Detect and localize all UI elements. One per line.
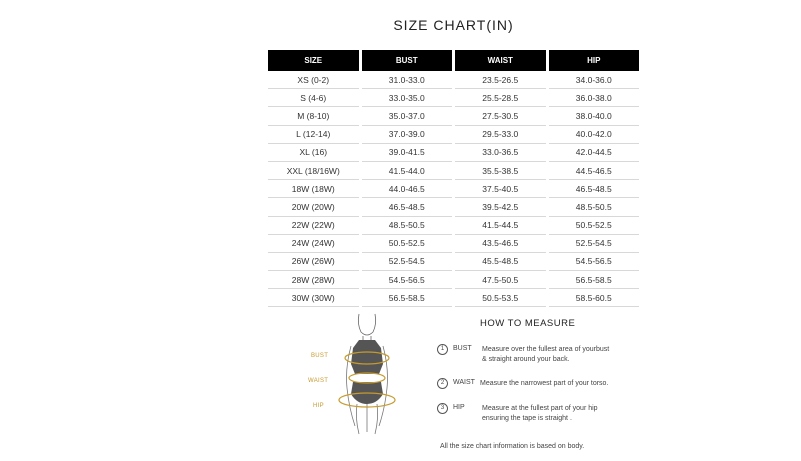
table-cell: 42.0-44.5: [549, 144, 640, 162]
table-cell: 35.5-38.5: [455, 162, 546, 180]
table-cell: 23.5-26.5: [455, 71, 546, 89]
measure-description-line: Measure the narrowest part of your torso.: [480, 380, 609, 387]
measure-description-line: ensuring the tape is straight .: [482, 415, 572, 422]
table-row: [268, 198, 639, 216]
measure-description: [482, 404, 598, 424]
figure-legs: [356, 404, 377, 434]
table-cell: 41.5-44.5: [455, 217, 546, 235]
table-cell: XL (16): [268, 144, 359, 162]
table-row: [268, 71, 639, 89]
table-cell: 47.5-50.5: [455, 271, 546, 289]
figure-label-waist: WAIST: [308, 378, 329, 384]
table-cell: 50.5-52.5: [549, 217, 640, 235]
table-row: [268, 162, 639, 180]
size-chart-table: [265, 50, 642, 307]
table-cell: 39.0-41.5: [362, 144, 453, 162]
table-cell: 25.5-28.5: [455, 89, 546, 107]
header-waist: WAIST: [455, 50, 546, 71]
figure-head: [358, 314, 375, 340]
table-cell: 46.5-48.5: [362, 198, 453, 216]
table-cell: 26W (26W): [268, 253, 359, 271]
table-cell: 22W (22W): [268, 217, 359, 235]
table-row: [268, 89, 639, 107]
table-cell: 28W (28W): [268, 271, 359, 289]
table-cell: 18W (18W): [268, 180, 359, 198]
table-header-row: [268, 50, 639, 71]
table-cell: 58.5-60.5: [549, 289, 640, 307]
measure-description-line: Measure at the fullest part of your hip: [482, 405, 598, 412]
step-number: 3: [437, 403, 448, 414]
figure-label-bust: BUST: [311, 353, 329, 359]
table-cell: 24W (24W): [268, 235, 359, 253]
table-cell: 43.5-46.5: [455, 235, 546, 253]
figure-top: [351, 340, 383, 374]
table-cell: 27.5-30.5: [455, 107, 546, 125]
measure-description-line: Measure over the fullest area of yourbust: [482, 346, 610, 353]
table-cell: 46.5-48.5: [549, 180, 640, 198]
how-to-measure-title: HOW TO MEASURE: [480, 318, 576, 329]
table-cell: 50.5-52.5: [362, 235, 453, 253]
figure-label-hip: HIP: [313, 403, 324, 409]
table-cell: 52.5-54.5: [362, 253, 453, 271]
table-row: [268, 253, 639, 271]
table-row: [268, 289, 639, 307]
table-cell: 50.5-53.5: [455, 289, 546, 307]
table-cell: 48.5-50.5: [362, 217, 453, 235]
table-cell: 38.0-40.0: [549, 107, 640, 125]
footnote: All the size chart information is based on body.: [440, 443, 585, 450]
table-row: [268, 107, 639, 125]
table-row: [268, 126, 639, 144]
table-cell: 33.0-36.5: [455, 144, 546, 162]
measure-description: [482, 345, 609, 365]
table-cell: 35.0-37.0: [362, 107, 453, 125]
table-cell: 54.5-56.5: [549, 253, 640, 271]
table-cell: 48.5-50.5: [549, 198, 640, 216]
table-cell: 52.5-54.5: [549, 235, 640, 253]
table-cell: 31.0-33.0: [362, 71, 453, 89]
step-number: 2: [437, 378, 448, 389]
table-cell: XXL (18/16W): [268, 162, 359, 180]
table-row: [268, 217, 639, 235]
header-bust: BUST: [362, 50, 453, 71]
table-body: [268, 71, 639, 307]
table-cell: 30W (30W): [268, 289, 359, 307]
table-cell: 33.0-35.0: [362, 89, 453, 107]
table-cell: 34.0-36.0: [549, 71, 640, 89]
body-measure-figure: [325, 308, 410, 438]
measure-label: HIP: [453, 404, 465, 411]
table-cell: 36.0-38.0: [549, 89, 640, 107]
header-hip: HIP: [549, 50, 640, 71]
table-cell: 40.0-42.0: [549, 126, 640, 144]
table-cell: 37.0-39.0: [362, 126, 453, 144]
table-cell: 54.5-56.5: [362, 271, 453, 289]
table-row: [268, 271, 639, 289]
table-cell: 44.5-46.5: [549, 162, 640, 180]
table-cell: M (8-10): [268, 107, 359, 125]
measure-label: WAIST: [453, 379, 475, 386]
table-row: [268, 235, 639, 253]
measure-label: BUST: [453, 345, 472, 352]
header-size: SIZE: [268, 50, 359, 71]
table-cell: S (4-6): [268, 89, 359, 107]
measure-description: [480, 379, 608, 389]
table-row: [268, 144, 639, 162]
table-cell: 37.5-40.5: [455, 180, 546, 198]
table-row: [268, 180, 639, 198]
page-title: SIZE CHART(IN): [393, 17, 514, 33]
table-cell: XS (0-2): [268, 71, 359, 89]
table-cell: 44.0-46.5: [362, 180, 453, 198]
table-cell: L (12-14): [268, 126, 359, 144]
table-cell: 39.5-42.5: [455, 198, 546, 216]
measure-description-line: & straight around your back.: [482, 356, 570, 363]
step-number: 1: [437, 344, 448, 355]
table-cell: 20W (20W): [268, 198, 359, 216]
waist-tape: [349, 373, 385, 383]
table-cell: 56.5-58.5: [549, 271, 640, 289]
table-cell: 45.5-48.5: [455, 253, 546, 271]
table-cell: 41.5-44.0: [362, 162, 453, 180]
table-cell: 56.5-58.5: [362, 289, 453, 307]
table-cell: 29.5-33.0: [455, 126, 546, 144]
